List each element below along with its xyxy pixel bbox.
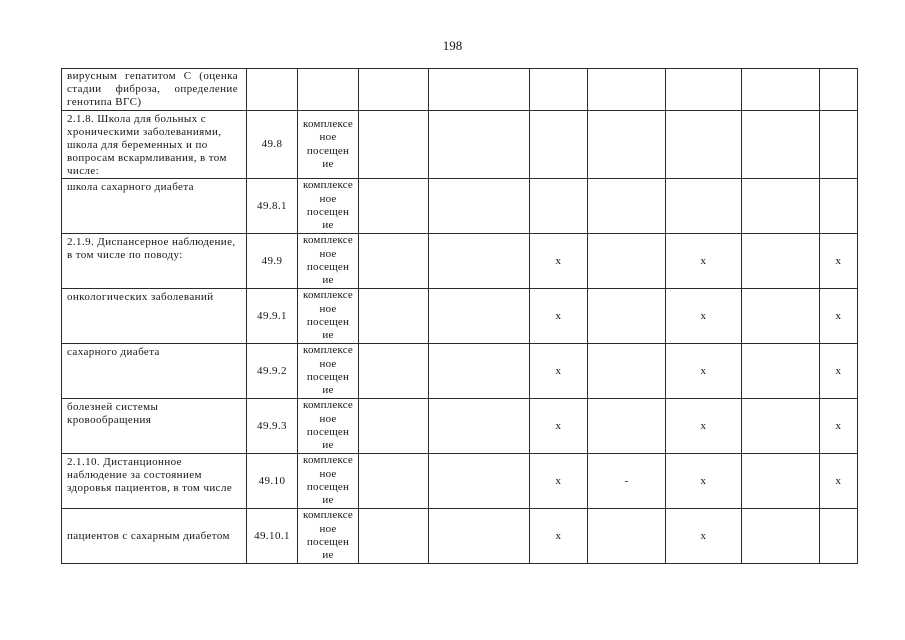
unit-cell	[298, 399, 359, 454]
empty-cell	[429, 454, 530, 509]
mark-cell	[530, 344, 588, 399]
row-label: вирусным гепатитом С (оценка стадии фиброза, определение генотипа ВГС)	[67, 70, 238, 108]
mark-cell	[588, 454, 666, 509]
unit-line: комплексе	[302, 234, 354, 247]
row-label: болезней системы кровообращения	[67, 401, 159, 426]
row-label-cell	[62, 234, 247, 289]
row-label-cell	[62, 454, 247, 509]
empty-cell	[429, 111, 530, 179]
empty-cell	[742, 344, 820, 399]
empty-cell	[530, 111, 588, 179]
empty-cell	[742, 179, 820, 234]
empty-cell	[359, 509, 429, 564]
unit-cell	[298, 454, 359, 509]
unit-cell	[298, 289, 359, 344]
mark: x	[555, 254, 562, 267]
mark: x	[835, 309, 842, 322]
code-cell	[247, 509, 298, 564]
mark-cell	[666, 509, 742, 564]
row-label-cell	[62, 289, 247, 344]
empty-cell	[359, 344, 429, 399]
empty-cell	[429, 509, 530, 564]
unit-cell	[298, 509, 359, 564]
mark-cell	[530, 509, 588, 564]
empty-cell	[742, 289, 820, 344]
mark: x	[700, 474, 707, 487]
empty-cell	[429, 344, 530, 399]
unit-line: комплексе	[302, 509, 354, 522]
empty-cell	[820, 179, 858, 234]
mark-cell	[820, 454, 858, 509]
row-label: 2.1.9. Диспансерное наблюдение, в том числе по поводу:	[67, 236, 236, 261]
row-code: 49.8	[261, 138, 283, 150]
mark-cell	[820, 289, 858, 344]
mark-cell	[820, 399, 858, 454]
mark: x	[555, 309, 562, 322]
data-table	[61, 68, 858, 564]
mark: x	[555, 419, 562, 432]
unit-line: посещен	[306, 206, 350, 218]
empty-cell	[359, 179, 429, 234]
mark-cell	[820, 234, 858, 289]
empty-cell	[742, 509, 820, 564]
empty-cell	[429, 399, 530, 454]
unit-cell	[298, 234, 359, 289]
row-label: пациентов с сахарным диабетом	[67, 529, 230, 542]
mark-cell	[530, 289, 588, 344]
empty-cell	[429, 234, 530, 289]
mark: x	[700, 254, 707, 267]
mark-cell	[666, 289, 742, 344]
unit-line: ие	[322, 494, 334, 507]
mark: x	[835, 474, 842, 487]
unit-line: посещен	[306, 371, 350, 383]
mark-cell	[820, 344, 858, 399]
row-code: 49.9.1	[257, 309, 287, 322]
unit-line: ие	[322, 384, 334, 397]
unit-line: ие	[322, 219, 334, 232]
row-code: 49.10.1	[254, 529, 290, 542]
mark: x	[555, 364, 562, 377]
empty-cell	[429, 289, 530, 344]
unit-line: ие	[322, 549, 334, 562]
empty-cell	[742, 111, 820, 179]
empty-cell	[742, 69, 820, 111]
unit-line: ие	[322, 439, 334, 452]
code-cell	[247, 344, 298, 399]
row-label-cell	[62, 179, 247, 234]
code-cell	[247, 289, 298, 344]
empty-cell	[530, 69, 588, 111]
empty-cell	[588, 289, 666, 344]
empty-cell	[588, 234, 666, 289]
mark: x	[835, 254, 842, 267]
unit-cell	[298, 179, 359, 234]
empty-cell	[820, 69, 858, 111]
empty-cell	[429, 69, 530, 111]
row-label: школа сахарного диабета	[67, 181, 194, 193]
unit-line: посещен	[306, 261, 350, 273]
unit-cell	[298, 111, 359, 179]
mark: x	[835, 364, 842, 377]
empty-cell	[588, 69, 666, 111]
empty-cell	[666, 179, 742, 234]
unit-line: ное	[319, 302, 337, 315]
empty-cell	[359, 289, 429, 344]
row-label: 2.1.8. Школа для больных с хроническими заболеваниями, школа для беременных и по вопросам вскармливания, в том числе:	[67, 113, 227, 177]
row-label: сахарного диабета	[67, 346, 160, 358]
unit-line: ное	[319, 192, 337, 205]
row-label-cell	[62, 344, 247, 399]
unit-line: комплексе	[302, 117, 354, 130]
empty-cell	[588, 344, 666, 399]
unit-cell	[298, 344, 359, 399]
code-cell	[247, 454, 298, 509]
row-label-cell	[62, 69, 247, 111]
mark-cell	[530, 399, 588, 454]
unit-line: комплексе	[302, 289, 354, 302]
row-code: 49.10	[258, 474, 286, 487]
unit-line: посещен	[306, 481, 350, 493]
row-label: 2.1.10. Дистанционное наблюдение за состоянием здоровья пациентов, в том числе	[67, 456, 233, 494]
unit-line: посещен	[306, 144, 350, 157]
mark: x	[835, 419, 842, 432]
empty-cell	[666, 69, 742, 111]
unit-line: комплексе	[302, 179, 354, 192]
mark-cell	[666, 399, 742, 454]
empty-cell	[530, 179, 588, 234]
unit-line: ие	[322, 157, 334, 170]
empty-cell	[359, 234, 429, 289]
row-label-cell	[62, 111, 247, 179]
unit-line: комплексе	[302, 399, 354, 412]
mark-cell	[666, 234, 742, 289]
mark: x	[555, 529, 562, 542]
unit-line: посещен	[306, 536, 350, 548]
empty-cell	[359, 69, 429, 111]
unit-cell	[298, 69, 359, 111]
code-cell	[247, 234, 298, 289]
mark-cell	[666, 454, 742, 509]
code-cell	[247, 69, 298, 111]
row-code: 49.9.3	[257, 419, 287, 432]
empty-cell	[588, 179, 666, 234]
empty-cell	[742, 399, 820, 454]
empty-cell	[742, 454, 820, 509]
code-cell	[247, 111, 298, 179]
unit-line: комплексе	[302, 454, 354, 467]
mark-cell	[530, 454, 588, 509]
row-label: онкологических заболеваний	[67, 291, 214, 303]
unit-line: ие	[322, 329, 334, 342]
empty-cell	[588, 111, 666, 179]
unit-line: ие	[322, 274, 334, 287]
dash-mark: -	[624, 474, 629, 487]
empty-cell	[359, 111, 429, 179]
empty-cell	[429, 179, 530, 234]
unit-line: ное	[319, 467, 337, 480]
empty-cell	[359, 399, 429, 454]
mark-cell	[530, 234, 588, 289]
mark-cell	[666, 344, 742, 399]
unit-line: ное	[319, 247, 337, 260]
empty-cell	[359, 454, 429, 509]
page-number: 198	[442, 38, 463, 53]
unit-line: комплексе	[302, 344, 354, 357]
row-code: 49.9.2	[257, 364, 287, 377]
unit-line: ное	[319, 131, 337, 144]
row-code: 49.9	[261, 254, 283, 267]
empty-cell	[588, 399, 666, 454]
mark: x	[700, 364, 707, 377]
code-cell	[247, 179, 298, 234]
code-cell	[247, 399, 298, 454]
row-label-cell	[62, 399, 247, 454]
empty-cell	[666, 111, 742, 179]
empty-cell	[588, 509, 666, 564]
mark: x	[555, 474, 562, 487]
mark: x	[700, 419, 707, 432]
unit-line: посещен	[306, 426, 350, 438]
empty-cell	[820, 509, 858, 564]
row-code: 49.8.1	[257, 199, 287, 212]
empty-cell	[742, 234, 820, 289]
unit-line: посещен	[306, 316, 350, 328]
mark: x	[700, 309, 707, 322]
row-label-cell	[62, 509, 247, 564]
unit-line: ное	[319, 412, 337, 425]
empty-cell	[820, 111, 858, 179]
mark: x	[700, 529, 707, 542]
unit-line: ное	[319, 357, 337, 370]
unit-line: ное	[319, 522, 337, 535]
